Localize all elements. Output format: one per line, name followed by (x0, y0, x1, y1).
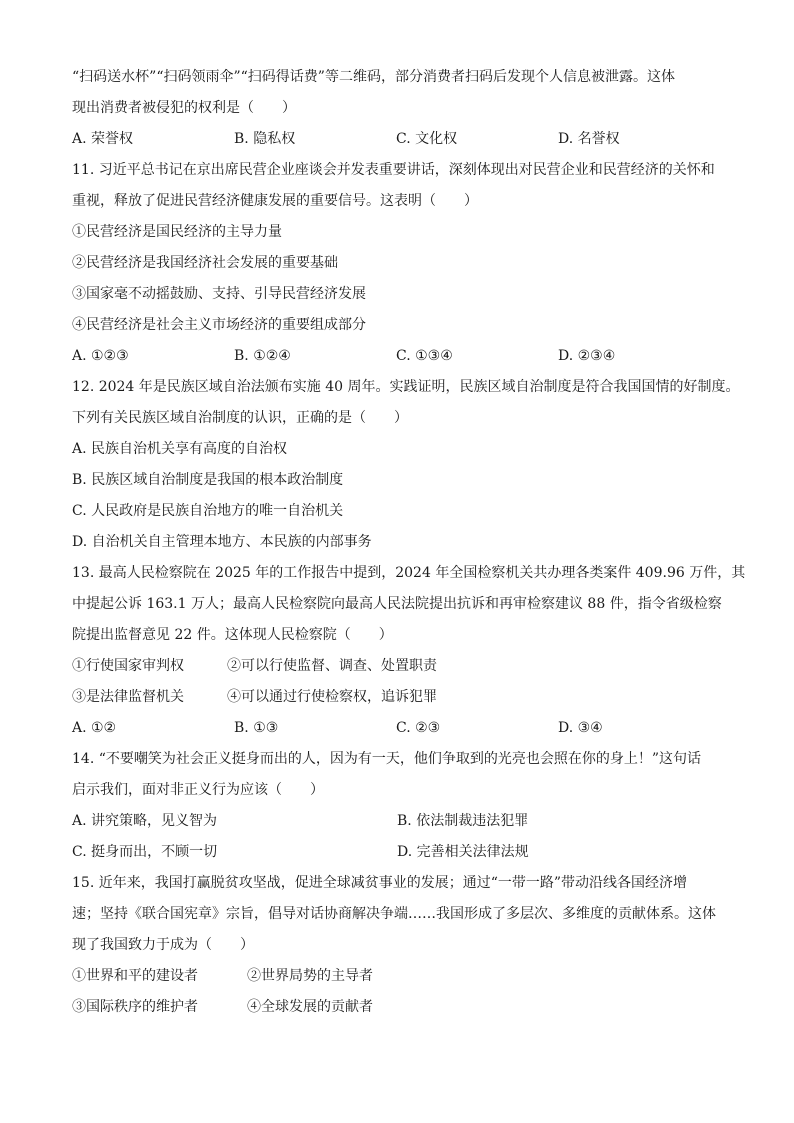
question-stem-line: 15. 近年来，我国打赢脱贫攻坚战，促进全球减贫事业的发展；通过“一带一路”带动沿线各国经济增 (72, 875, 688, 891)
option-c: C. ②③ (396, 720, 441, 736)
statement: ③国际秩序的维护者 (72, 999, 198, 1015)
option-b: B. ①③ (234, 720, 279, 736)
question-stem-line: 14. “不要嘲笑为社会正义挺身而出的人，因为有一天，他们争取到的光亮也会照在你的身上！”这句话 (72, 751, 702, 767)
question-stem-line: 现了我国致力于成为（ ） (72, 937, 254, 953)
question-13 (72, 558, 746, 744)
option-row (72, 837, 722, 868)
question-stem-line: 启示我们，面对非正义行为应该（ ） (72, 782, 324, 798)
question-stem-line: “扫码送水杯”“扫码领雨伞”“扫码得话费”等二维码，部分消费者扫码后发现个人信息被泄露。这体 (72, 69, 675, 85)
question-stem-line: 院提出监督意见 22 件。这体现人民检察院（ ） (72, 627, 393, 643)
option-c: C. ①③④ (396, 348, 453, 364)
option-b: B. 民族区域自治制度是我国的根本政治制度 (72, 472, 344, 488)
option-d: D. ③④ (558, 720, 603, 736)
question-14 (72, 744, 722, 868)
option-d: D. 完善相关法律法规 (397, 844, 529, 860)
statement: ①民营经济是国民经济的主导力量 (72, 224, 282, 240)
option-c: C. 挺身而出，不顾一切 (72, 844, 218, 860)
statement: ②世界局势的主导者 (247, 968, 373, 984)
question-15 (72, 868, 722, 1023)
statement: ④全球发展的贡献者 (247, 999, 373, 1015)
option-d: D. ②③④ (558, 348, 616, 364)
question-stem-line: 13. 最高人民检察院在 2025 年的工作报告中提到，2024 年全国检察机关共办理各类案件 409.96 万件，其 (72, 565, 746, 581)
option-d: D. 自治机关自主管理本地方、本民族的内部事务 (72, 534, 372, 550)
option-row (72, 124, 722, 155)
question-10 (72, 62, 722, 155)
statement: ②民营经济是我国经济社会发展的重要基础 (72, 255, 338, 271)
statement: ①行使国家审判权 (72, 658, 184, 674)
question-stem-line: 11. 习近平总书记在京出席民营企业座谈会并发表重要讲话，深刻体现出对民营企业和民营经济的关怀和 (72, 162, 715, 178)
option-b: B. 依法制裁违法犯罪 (397, 813, 529, 829)
statement-row (72, 682, 722, 713)
question-stem-line: 12. 2024 年是民族区域自治法颁布实施 40 周年。实践证明，民族区域自治制度是符合我国国情的好制度。 (72, 379, 740, 395)
option-a: A. ①② (72, 720, 117, 736)
statement: ②可以行使监督、调查、处置职责 (227, 658, 437, 674)
statement: ③国家毫不动摇鼓励、支持、引导民营经济发展 (72, 286, 366, 302)
question-11 (72, 155, 722, 372)
statement: ④民营经济是社会主义市场经济的重要组成部分 (72, 317, 366, 333)
option-row (72, 806, 722, 837)
option-a: A. 荣誉权 (72, 131, 134, 147)
option-a: A. ①②③ (72, 348, 129, 364)
statement-row (72, 651, 722, 682)
question-stem-line: 重视，释放了促进民营经济健康发展的重要信号。这表明（ ） (72, 193, 478, 209)
statement-row (72, 961, 722, 992)
option-a: A. 民族自治机关享有高度的自治权 (72, 441, 288, 457)
question-stem-line: 中提起公诉 163.1 万人；最高人民检察院向最高人民法院提出抗诉和再审检察建议 88 件，指令省级检察 (72, 596, 722, 612)
statement: ③是法律监督机关 (72, 689, 184, 705)
option-b: B. 隐私权 (234, 131, 296, 147)
option-c: C. 人民政府是民族自治地方的唯一自治机关 (72, 503, 344, 519)
question-stem-line: 速；坚持《联合国宪章》宗旨，倡导对话协商解决争端……我国形成了多层次、多维度的贡献体系。这体 (72, 906, 716, 922)
option-c: C. 文化权 (396, 131, 458, 147)
question-stem-line: 现出消费者被侵犯的权利是（ ） (72, 100, 296, 116)
statement: ④可以通过行使检察权，追诉犯罪 (227, 689, 437, 705)
question-stem-line: 下列有关民族区域自治制度的认识，正确的是（ ） (72, 410, 408, 426)
statement: ①世界和平的建设者 (72, 968, 198, 984)
option-a: A. 讲究策略，见义智为 (72, 813, 218, 829)
option-row (72, 341, 722, 372)
option-b: B. ①②④ (234, 348, 291, 364)
option-d: D. 名誉权 (558, 131, 620, 147)
statement-row (72, 992, 722, 1023)
exam-page (72, 62, 746, 1023)
question-12 (72, 372, 740, 558)
option-row (72, 713, 722, 744)
